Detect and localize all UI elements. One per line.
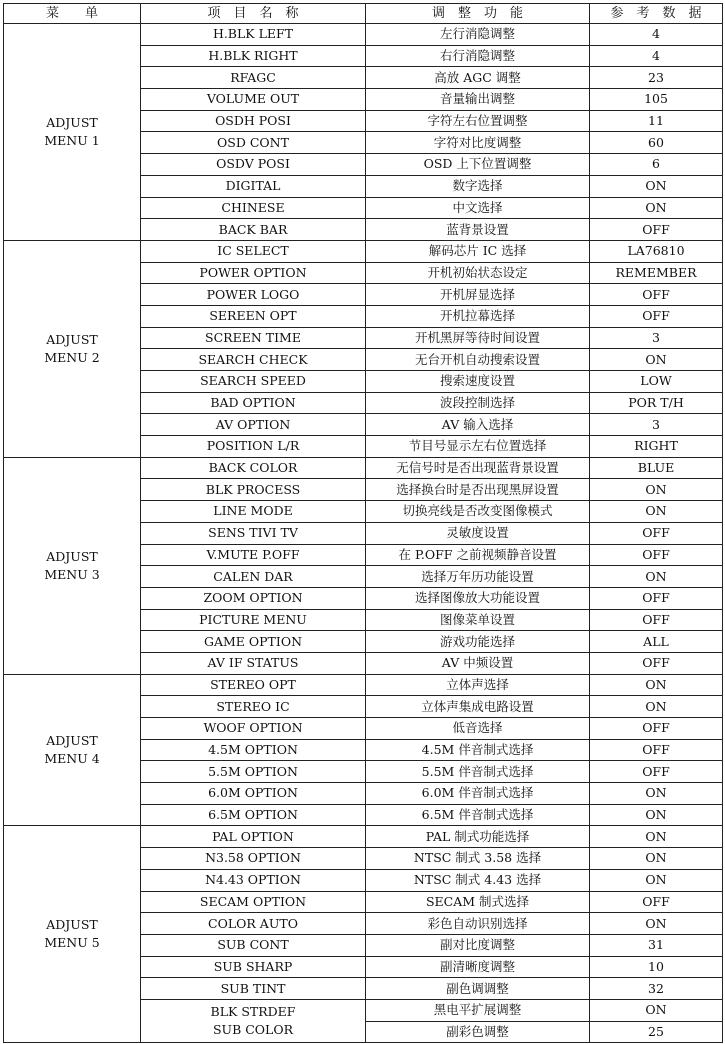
- function-cell: 黑电平扩展调整: [366, 999, 590, 1021]
- menu-label-line1: ADJUST: [46, 114, 98, 130]
- item-name-line2: SUB COLOR: [212, 1022, 294, 1038]
- function-cell: OSD 上下位置调整: [366, 154, 590, 176]
- item-name-cell: 6.0M OPTION: [141, 783, 366, 805]
- function-cell: 开机拉幕选择: [366, 305, 590, 327]
- reference-value-cell: ON: [590, 566, 723, 588]
- reference-value-cell: OFF: [590, 219, 723, 241]
- item-name-cell: CALEN DAR: [141, 566, 366, 588]
- reference-value-cell: ON: [590, 175, 723, 197]
- item-name-cell: AV IF STATUS: [141, 652, 366, 674]
- item-name-cell: PAL OPTION: [141, 826, 366, 848]
- function-cell: NTSC 制式 4.43 选择: [366, 869, 590, 891]
- menu-label-line1: ADJUST: [46, 917, 98, 933]
- function-cell: 开机屏显选择: [366, 284, 590, 306]
- function-cell: 副对比度调整: [366, 934, 590, 956]
- function-cell: NTSC 制式 3.58 选择: [366, 848, 590, 870]
- reference-value-cell: 3: [590, 414, 723, 436]
- reference-value-cell: BLUE: [590, 457, 723, 479]
- reference-value-cell: OFF: [590, 739, 723, 761]
- item-name-cell: 4.5M OPTION: [141, 739, 366, 761]
- header-function: 调 整 功 能: [366, 4, 590, 24]
- function-cell: 字符对比度调整: [366, 132, 590, 154]
- function-cell: AV 输入选择: [366, 414, 590, 436]
- function-cell: 左行消隐调整: [366, 24, 590, 46]
- function-cell: 立体声集成电路设置: [366, 696, 590, 718]
- function-cell: 切换亮线是否改变图像模式: [366, 501, 590, 523]
- function-cell: 立体声选择: [366, 674, 590, 696]
- menu-group-label: [4, 457, 141, 674]
- function-cell: 图像菜单设置: [366, 609, 590, 631]
- item-name-cell: BACK BAR: [141, 219, 366, 241]
- function-cell: 数字选择: [366, 175, 590, 197]
- item-name-cell: BAD OPTION: [141, 392, 366, 414]
- reference-value-cell: 23: [590, 67, 723, 89]
- function-cell: 无台开机自动搜索设置: [366, 349, 590, 371]
- item-name-cell: WOOF OPTION: [141, 718, 366, 740]
- function-cell: 开机黑屏等待时间设置: [366, 327, 590, 349]
- menu-label-line2: MENU 3: [44, 566, 100, 582]
- function-cell: 在 P.OFF 之前视频静音设置: [366, 544, 590, 566]
- function-cell: PAL 制式功能选择: [366, 826, 590, 848]
- menu-group-label: [4, 24, 141, 241]
- menu-label-line1: ADJUST: [46, 548, 98, 564]
- function-cell: 4.5M 伴音制式选择: [366, 739, 590, 761]
- reference-value-cell: ON: [590, 501, 723, 523]
- reference-value-cell: 25: [590, 1021, 723, 1043]
- function-cell: 副彩色调整: [366, 1021, 590, 1043]
- item-name-cell: H.BLK LEFT: [141, 24, 366, 46]
- reference-value-cell: 11: [590, 110, 723, 132]
- item-name-cell: SEARCH CHECK: [141, 349, 366, 371]
- reference-value-cell: ON: [590, 848, 723, 870]
- reference-value-cell: ON: [590, 783, 723, 805]
- reference-value-cell: LA76810: [590, 240, 723, 262]
- item-name-cell: SEARCH SPEED: [141, 371, 366, 393]
- header-item-name: 项 目 名 称: [141, 4, 366, 24]
- reference-value-cell: ON: [590, 197, 723, 219]
- reference-value-cell: OFF: [590, 544, 723, 566]
- reference-value-cell: POR T/H: [590, 392, 723, 414]
- item-name-cell: STEREO IC: [141, 696, 366, 718]
- item-name-cell: POWER LOGO: [141, 284, 366, 306]
- item-name-cell: SEREEN OPT: [141, 305, 366, 327]
- menu-label-line2: MENU 4: [44, 751, 100, 767]
- function-cell: 中文选择: [366, 197, 590, 219]
- reference-value-cell: ON: [590, 869, 723, 891]
- function-cell: 高放 AGC 调整: [366, 67, 590, 89]
- function-cell: 音量输出调整: [366, 89, 590, 111]
- item-name-cell: STEREO OPT: [141, 674, 366, 696]
- item-name-cell: SENS TIVI TV: [141, 522, 366, 544]
- function-cell: 灵敏度设置: [366, 522, 590, 544]
- item-name-cell: OSDV POSI: [141, 154, 366, 176]
- function-cell: 5.5M 伴音制式选择: [366, 761, 590, 783]
- reference-value-cell: 31: [590, 934, 723, 956]
- item-name-cell: SUB CONT: [141, 934, 366, 956]
- menu-group-label: [4, 240, 141, 457]
- function-cell: 彩色自动识别选择: [366, 913, 590, 935]
- reference-value-cell: OFF: [590, 652, 723, 674]
- reference-value-cell: OFF: [590, 609, 723, 631]
- item-name-cell: IC SELECT: [141, 240, 366, 262]
- reference-value-cell: 6: [590, 154, 723, 176]
- item-name-cell: BLK PROCESS: [141, 479, 366, 501]
- menu-label-line2: MENU 2: [44, 349, 100, 365]
- function-cell: 无信号时是否出现蓝背景设置: [366, 457, 590, 479]
- reference-value-cell: ON: [590, 999, 723, 1021]
- table-row: [4, 826, 723, 848]
- table-body: [4, 24, 723, 1043]
- function-cell: 低音选择: [366, 718, 590, 740]
- reference-value-cell: 32: [590, 978, 723, 1000]
- item-name-cell: VOLUME OUT: [141, 89, 366, 111]
- reference-value-cell: RIGHT: [590, 436, 723, 458]
- table-row: [4, 240, 723, 262]
- function-cell: 字符左右位置调整: [366, 110, 590, 132]
- menu-group-label: [4, 826, 141, 1043]
- reference-value-cell: OFF: [590, 718, 723, 740]
- function-cell: 游戏功能选择: [366, 631, 590, 653]
- item-name-cell: SECAM OPTION: [141, 891, 366, 913]
- function-cell: 选择图像放大功能设置: [366, 587, 590, 609]
- item-name-cell: GAME OPTION: [141, 631, 366, 653]
- reference-value-cell: ON: [590, 674, 723, 696]
- adjustment-table: [3, 3, 723, 1043]
- item-name-cell: AV OPTION: [141, 414, 366, 436]
- menu-label-line1: ADJUST: [46, 733, 98, 749]
- reference-value-cell: OFF: [590, 587, 723, 609]
- reference-value-cell: OFF: [590, 305, 723, 327]
- menu-group-label: [4, 674, 141, 826]
- menu-label-line2: MENU 1: [44, 132, 100, 148]
- item-name-cell: BACK COLOR: [141, 457, 366, 479]
- item-name-line1: BLK STRDEF: [210, 1004, 296, 1020]
- item-name-cell: OSD CONT: [141, 132, 366, 154]
- item-name-merged-cell: [141, 999, 366, 1042]
- reference-value-cell: ON: [590, 913, 723, 935]
- reference-value-cell: ALL: [590, 631, 723, 653]
- function-cell: 副色调调整: [366, 978, 590, 1000]
- reference-value-cell: 60: [590, 132, 723, 154]
- reference-value-cell: LOW: [590, 371, 723, 393]
- item-name-cell: N3.58 OPTION: [141, 848, 366, 870]
- reference-value-cell: 4: [590, 45, 723, 67]
- function-cell: 副清晰度调整: [366, 956, 590, 978]
- item-name-cell: PICTURE MENU: [141, 609, 366, 631]
- reference-value-cell: 3: [590, 327, 723, 349]
- function-cell: 右行消隐调整: [366, 45, 590, 67]
- item-name-cell: 5.5M OPTION: [141, 761, 366, 783]
- menu-label-line1: ADJUST: [46, 331, 98, 347]
- reference-value-cell: 10: [590, 956, 723, 978]
- item-name-cell: ZOOM OPTION: [141, 587, 366, 609]
- item-name-cell: POWER OPTION: [141, 262, 366, 284]
- function-cell: 搜索速度设置: [366, 371, 590, 393]
- item-name-cell: CHINESE: [141, 197, 366, 219]
- item-name-cell: H.BLK RIGHT: [141, 45, 366, 67]
- reference-value-cell: ON: [590, 696, 723, 718]
- function-cell: 开机初始状态设定: [366, 262, 590, 284]
- item-name-cell: LINE MODE: [141, 501, 366, 523]
- header-menu: 菜 单: [4, 4, 141, 24]
- item-name-cell: OSDH POSI: [141, 110, 366, 132]
- table-row: [4, 457, 723, 479]
- reference-value-cell: ON: [590, 349, 723, 371]
- item-name-cell: V.MUTE P.OFF: [141, 544, 366, 566]
- reference-value-cell: ON: [590, 479, 723, 501]
- reference-value-cell: 105: [590, 89, 723, 111]
- header-reference-data: 参 考 数 据: [590, 4, 723, 24]
- menu-label-line2: MENU 5: [44, 935, 100, 951]
- reference-value-cell: OFF: [590, 284, 723, 306]
- function-cell: AV 中频设置: [366, 652, 590, 674]
- item-name-cell: RFAGC: [141, 67, 366, 89]
- function-cell: 6.0M 伴音制式选择: [366, 783, 590, 805]
- function-cell: 解码芯片 IC 选择: [366, 240, 590, 262]
- reference-value-cell: OFF: [590, 761, 723, 783]
- function-cell: 选择换台时是否出现黑屏设置: [366, 479, 590, 501]
- reference-value-cell: ON: [590, 826, 723, 848]
- reference-value-cell: OFF: [590, 891, 723, 913]
- function-cell: SECAM 制式选择: [366, 891, 590, 913]
- table-row: [4, 24, 723, 46]
- function-cell: 选择万年历功能设置: [366, 566, 590, 588]
- function-cell: 蓝背景设置: [366, 219, 590, 241]
- item-name-cell: N4.43 OPTION: [141, 869, 366, 891]
- item-name-cell: SUB SHARP: [141, 956, 366, 978]
- header-row: [4, 4, 723, 24]
- item-name-cell: DIGITAL: [141, 175, 366, 197]
- function-cell: 6.5M 伴音制式选择: [366, 804, 590, 826]
- item-name-cell: 6.5M OPTION: [141, 804, 366, 826]
- item-name-cell: COLOR AUTO: [141, 913, 366, 935]
- function-cell: 节目号显示左右位置选择: [366, 436, 590, 458]
- function-cell: 波段控制选择: [366, 392, 590, 414]
- reference-value-cell: 4: [590, 24, 723, 46]
- item-name-cell: POSITION L/R: [141, 436, 366, 458]
- reference-value-cell: OFF: [590, 522, 723, 544]
- item-name-cell: SCREEN TIME: [141, 327, 366, 349]
- item-name-cell: SUB TINT: [141, 978, 366, 1000]
- table-row: [4, 674, 723, 696]
- reference-value-cell: REMEMBER: [590, 262, 723, 284]
- reference-value-cell: ON: [590, 804, 723, 826]
